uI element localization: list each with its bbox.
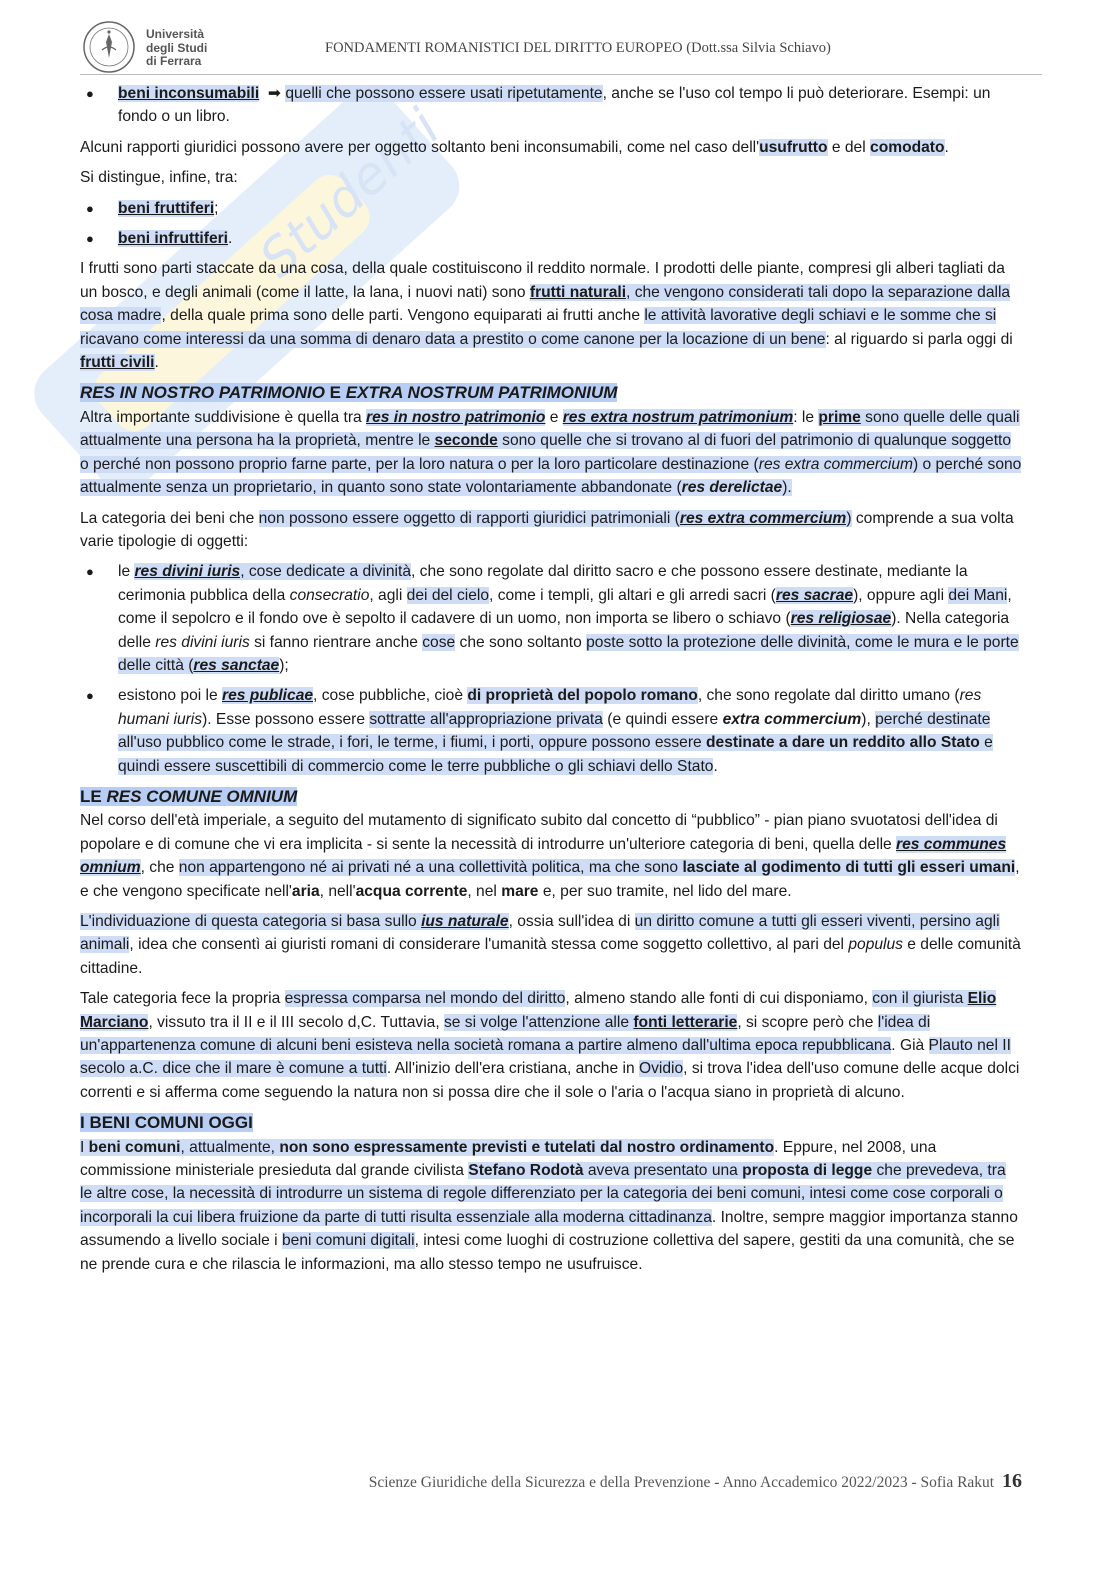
text: res humani iuris (118, 687, 982, 728)
text: , e che vengono specificate nell' (80, 859, 1020, 900)
page-header (80, 14, 1040, 74)
term: fonti letterarie (633, 1013, 738, 1031)
text: , si trova l'idea dell'uso comune delle acque dolci correnti e si afferma come seguendo la natura non si possa dire che il sole o l'aria o l'acqua siano in proprietà di alcuno. (80, 1060, 1020, 1101)
text: dei Mani (948, 586, 1008, 604)
text: poste sotto la protezione delle divinità, come le mura e le porte delle città ( (118, 633, 1019, 674)
paragraph (80, 1136, 1022, 1276)
term: beni comuni (88, 1138, 181, 1156)
heading-text: I BENI COMUNI OGGI (80, 1113, 253, 1133)
text: si fanno rientrare anche (249, 633, 423, 651)
list-item (80, 197, 1022, 220)
text: populus (848, 936, 903, 954)
text: espressa comparsa nel mondo del diritto (284, 990, 566, 1008)
text: . (228, 230, 233, 248)
text: perché destinate all'uso pubblico come le strade, i fori, le terme, i fiumi, i porti, oppure possono essere (118, 710, 991, 752)
text: ) o perché sono attualmente senza un proprietario, in quanto sono state volontariamente abbandonate ( (80, 455, 1022, 497)
text: la cui libera fruizione da parte di tutti risulta essenziale alla moderna cittadinanza (156, 1208, 712, 1226)
term: lasciate al godimento di tutti gli esseri umani (682, 859, 1016, 877)
text: , cose pubbliche, cioè (313, 687, 468, 705)
text: non appartengono né ai privati né a una collettività politica, ma che sono (178, 859, 683, 877)
paragraph (80, 987, 1022, 1104)
text: . (713, 757, 718, 775)
paragraph (80, 507, 1022, 554)
text: ). Esse possono essere (202, 710, 370, 728)
term: res publicae (222, 687, 314, 705)
term: mare (501, 882, 539, 900)
text: consecratio (289, 586, 370, 604)
paragraph (80, 406, 1022, 500)
list-item (80, 227, 1022, 250)
term: aria (291, 882, 320, 900)
bullet: ● (86, 688, 94, 704)
text: ); (279, 656, 289, 674)
section-heading (80, 1111, 1022, 1135)
text: quelli che possono essere usati ripetutamente (285, 85, 603, 102)
section-heading (80, 785, 1022, 809)
term: res sacrae (775, 586, 854, 604)
text: , nel (467, 882, 502, 900)
text: . Inoltre, sempre maggior importanza stanno assumendo a livello sociale i (80, 1208, 1018, 1250)
arrow-icon: ➡ (267, 85, 281, 102)
term: Stefano Rodotà (468, 1162, 584, 1180)
term: beni fruttiferi (118, 199, 215, 217)
term: res extra commercium (679, 509, 847, 527)
term: destinate a dare un reddito allo Stato (706, 734, 980, 752)
text: , intesi come luoghi di costruzione collettiva del sapere, gestiti da una comunità, che se ne prende cura e che rilascia le informazioni, ma allo stesso tempo ne usufruisce. (80, 1232, 1015, 1273)
term: res communes omnium (80, 835, 1007, 877)
text: res extra commercium (758, 455, 913, 473)
course-title: FONDAMENTI ROMANISTICI DEL DIRITTO EUROPEO (Dott.ssa Silvia Schiavo) (325, 40, 831, 56)
paragraph (80, 257, 1022, 374)
text: Plauto nel II secolo a.C. dice che il mare è comune a tutti (80, 1037, 1011, 1078)
text: , vissuto tra il II e il III secolo d,C. Tuttavia, (148, 1013, 444, 1031)
section-heading (80, 381, 1022, 405)
text: , che sono regolate dal diritto umano ( (697, 687, 960, 705)
text: che sono soltanto (455, 633, 587, 651)
heading-text: LE (80, 786, 107, 806)
watermark-text: Studenti (248, 98, 452, 290)
text: I frutti sono parti staccate da una cosa, della quale costituiscono il reddito normale. I prodotti delle piante, compresi gli alberi tagliati da un bosco, e degli animali (come il latte, la lana, i nuovi nati) sono (80, 260, 1005, 301)
paragraph (80, 136, 1022, 159)
text: un diritto comune a tutti gli esseri viventi, persino agli animali (80, 913, 1000, 954)
bullet: ● (86, 200, 94, 216)
text: (e quindi essere (602, 710, 723, 728)
text: sono quelle che si trovano al di fuori del patrimonio di qualunque soggetto o perché non possono proprio farne parte, per la loro natura o per la loro particolare destinazione ( (80, 432, 1012, 473)
term: res derelictae (681, 479, 783, 497)
text: l'idea di un'appartenenza comune di alcuni beni esisteva nella società romana a partire almeno dall'ultima epoca repubblicana (80, 1013, 931, 1055)
term: beni infruttiferi (118, 230, 229, 248)
text: ). (782, 479, 792, 497)
text: e, per suo tramite, nel lido del mare. (538, 882, 792, 900)
document-body (80, 82, 1022, 1283)
text: , della quale prima sono delle parti. Vengono equiparati ai frutti anche (161, 307, 645, 325)
text: , ossia sull'idea di (508, 913, 635, 930)
text: sottratte all'appropriazione privata (369, 710, 603, 728)
text: : al riguardo si parla oggi di (825, 330, 1013, 348)
text: , anche se l'uso col tempo li può deteriorare. Esempi: un fondo o un libro. (118, 85, 991, 126)
term: di proprietà del popolo romano (467, 687, 698, 705)
text: e del (827, 138, 871, 156)
term: res religiosae (790, 610, 892, 628)
page-footer (300, 1470, 1022, 1493)
text: , almeno stando alle fonti di cui disponiamo, (565, 990, 873, 1008)
text: , come i templi, gli altari e gli arredi sacri ( (489, 586, 776, 604)
term: usufrutto (759, 138, 828, 156)
text: : le (793, 408, 819, 426)
term: res divini iuris (134, 563, 241, 581)
footer-text: Scienze Giuridiche della Sicurezza e della Prevenzione - Anno Accademico 2022/2023 - Sofia Rakut (368, 1474, 995, 1491)
heading-text: RES COMUNE OMNIUM (106, 786, 298, 806)
text: cose (422, 633, 456, 651)
university-name (146, 28, 207, 69)
text: , che sono regolate dal diritto sacro e che possono essere destinate, mediante la cerimonia pubblica della (118, 563, 968, 604)
text: le attività lavorative degli schiavi e le somme che si ricavano come interessi da una somma di denaro data a prestito o come canone per la locazione di un bene (80, 307, 997, 348)
text: . (154, 354, 159, 372)
university-name-line: Università (146, 27, 205, 41)
paragraph: Si distingue, infine, tra: (80, 169, 238, 187)
text: . Già (891, 1037, 929, 1055)
text: . Eppure, nel 2008, una commissione ministeriale presieduta dal grande civilista (80, 1138, 937, 1180)
list-item (80, 82, 1022, 129)
text: comprende a sua volta varie tipologie di oggetti: (80, 509, 1014, 550)
text: ), (861, 710, 876, 728)
text: . (944, 138, 949, 156)
text: con il giurista (872, 990, 968, 1008)
text: non possono essere oggetto di rapporti giuridici patrimoniali ( (258, 509, 680, 527)
text: e (545, 408, 563, 426)
text: ; (214, 199, 219, 217)
text: res divini iuris (155, 633, 250, 651)
term: acqua corrente (355, 882, 468, 900)
university-seal-icon (82, 20, 136, 74)
text: aveva presentato una (583, 1162, 743, 1180)
text: , che (140, 859, 179, 877)
text: , come il sepolcro e il fondo ove è sepolto il cadavere di un uomo, non importa se libero o schiavo ( (118, 586, 1012, 628)
text: Alcuni rapporti giuridici possono avere per oggetto soltanto beni inconsumabili, come nel caso dell' (80, 138, 760, 156)
text: Tale categoria fece la propria (80, 990, 285, 1008)
heading-text: E (324, 383, 346, 403)
text: le (118, 563, 135, 581)
term: beni inconsumabili (118, 85, 260, 102)
bullet: ● (86, 564, 94, 580)
university-name-line: di Ferrara (146, 54, 202, 68)
paragraph (80, 809, 1022, 903)
text: e quindi essere suscettibili di commercio come le terre pubbliche o gli schiavi dello Stato (118, 734, 993, 775)
term: non sono espressamente previsti e tutelati dal nostro ordinamento (279, 1138, 775, 1156)
heading-text: EXTRA NOSTRUM PATRIMONIUM (345, 383, 618, 403)
text: beni comuni digitali (281, 1232, 415, 1250)
term: frutti naturali (529, 283, 627, 301)
term: ius naturale (421, 913, 509, 930)
list-item (80, 684, 1022, 778)
text: sono quelle delle quali attualmente una persona ha la proprietà, mentre le (80, 408, 1020, 450)
bullet: ● (86, 231, 94, 247)
term: Elio Marciano (80, 990, 997, 1031)
text: , che vengono considerati tali dopo la separazione dalla cosa madre (80, 283, 1011, 325)
text: La categoria dei beni che (80, 509, 259, 527)
text: dei del cielo (406, 586, 490, 604)
text: I (80, 1138, 89, 1156)
term: comodato (870, 138, 945, 156)
heading-text: RES IN NOSTRO PATRIMONIO (80, 383, 325, 403)
paragraph (80, 910, 1022, 980)
university-name-line: degli Studi (146, 40, 208, 55)
text: , attualmente, (180, 1138, 280, 1156)
term: proposta di legge (742, 1162, 873, 1180)
header-divider (80, 74, 1042, 75)
bullet: ● (86, 86, 94, 101)
term: frutti civili (80, 354, 155, 372)
text: se si volge l'attenzione alle (444, 1013, 634, 1031)
page-number: 16 (1002, 1470, 1022, 1492)
term: seconde (434, 432, 498, 450)
text: , agli (369, 586, 407, 604)
text: , cose dedicate a divinità (240, 563, 411, 581)
text: . All'inizio dell'era cristiana, anche in (386, 1060, 639, 1078)
term: extra commercium (722, 710, 862, 728)
term: res in nostro patrimonio (366, 408, 546, 426)
text: ), oppure agli (853, 586, 949, 604)
term: prime (818, 408, 861, 426)
text: che prevedeva, tra le altre cose, la necessità di introdurre un sistema di regole differenziato per la categoria dei beni comuni, intesi come cose corporali o incorporali (80, 1162, 1006, 1226)
text: Ovidio (638, 1060, 684, 1078)
text: esistono poi le (118, 687, 223, 705)
text: ) (846, 509, 852, 527)
text: , idea che consentì ai giuristi romani di considerare l'umanità stessa come soggetto collettivo, al pari del (129, 936, 849, 954)
term: res sanctae (193, 656, 280, 674)
list-item (80, 560, 1022, 677)
text: Altra importante suddivisione è quella tra (80, 408, 367, 426)
term: res extra nostrum patrimonium (562, 408, 794, 426)
text: , si scopre però che (737, 1013, 878, 1031)
text: e delle comunità cittadine. (80, 936, 1021, 977)
text: , nell' (319, 882, 356, 900)
text: Nel corso dell'età imperiale, a seguito del mutamento di significato subito dal concetto di “pubblico” - pian piano svuotatosi dell'idea di popolare e di comune che vi era implicita - si sente la necessità di introdurre un'ulteriore categoria di beni, quella delle (80, 812, 998, 853)
university-logo (80, 18, 230, 74)
text: ). Nella categoria delle (118, 610, 1010, 651)
text: L'individuazione di questa categoria si basa sullo (80, 913, 422, 930)
